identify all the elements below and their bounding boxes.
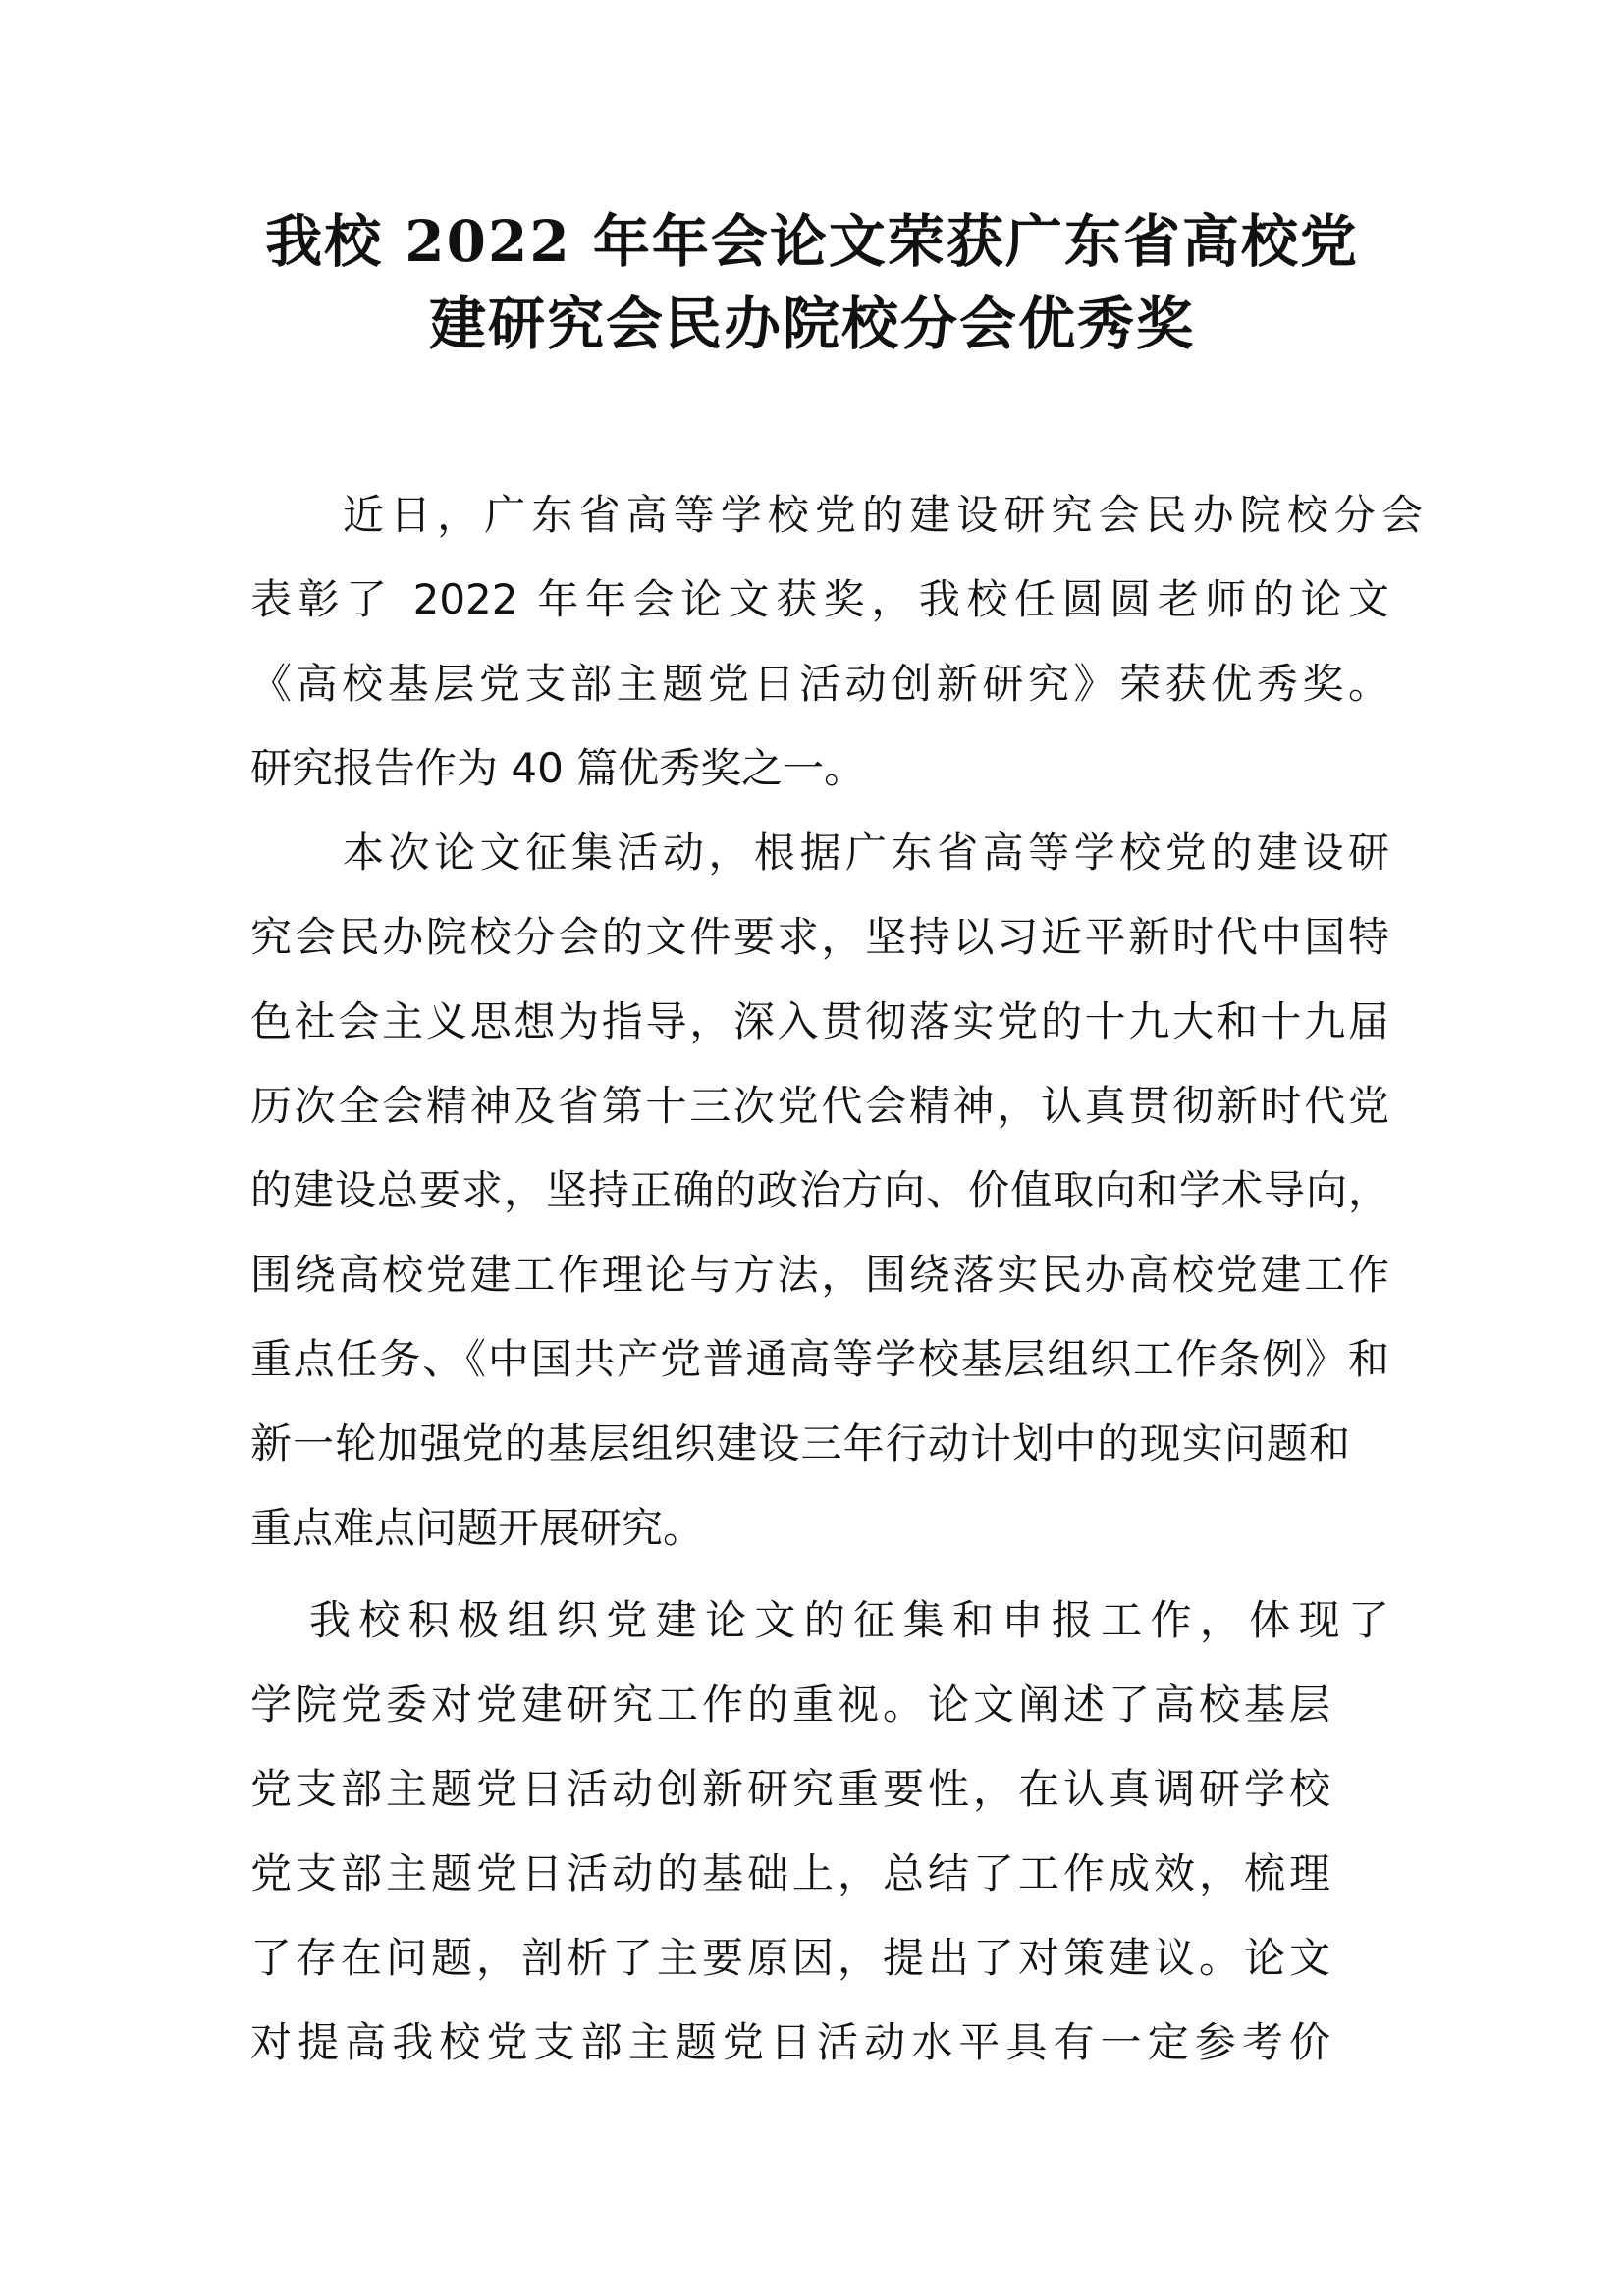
text-line: 围绕高校党建工作理论与方法，围绕落实民办高校党建工作 bbox=[250, 1251, 1389, 1299]
text-line: 表彰了 2022 年年会论文获奖，我校任圆圆老师的论文 bbox=[250, 575, 1389, 623]
text-line: 学院党委对党建研究工作的重视。论文阐述了高校基层 bbox=[250, 1681, 1330, 1729]
text-line: 色社会主义思想为指导，深入贯彻落实党的十九大和十九届 bbox=[250, 997, 1389, 1045]
text-line: 了存在问题，剖析了主要原因，提出了对策建议。论文 bbox=[250, 1934, 1330, 1982]
document-title bbox=[0, 200, 1624, 365]
text-line: 近日，广东省高等学校党的建设研究会民办院校分会 bbox=[343, 491, 1423, 539]
text-line: 党支部主题党日活动创新研究重要性，在认真调研学校 bbox=[250, 1765, 1330, 1813]
text-line: 重点任务、《中国共产党普通高等学校基层组织工作条例》和 bbox=[250, 1335, 1389, 1383]
title-line-1: 我校 2022 年年会论文荣获广东省高校党 bbox=[265, 208, 1359, 275]
text-line: 重点难点问题开展研究。 bbox=[250, 1504, 705, 1552]
text-line: 《高校基层党支部主题党日活动创新研究》荣获优秀奖。 bbox=[250, 660, 1389, 708]
paragraph-3 bbox=[250, 1578, 1389, 2085]
text-line: 研究报告作为 40 篇优秀奖之一。 bbox=[250, 744, 866, 792]
text-line: 究会民办院校分会的文件要求，坚持以习近平新时代中国特 bbox=[250, 913, 1389, 961]
text-line: 党支部主题党日活动的基础上，总结了工作成效，梳理 bbox=[250, 1849, 1330, 1897]
paragraph-2 bbox=[250, 811, 1389, 1571]
text-line: 新一轮加强党的基层组织建设三年行动计划中的现实问题和 bbox=[250, 1419, 1350, 1468]
paragraph-1 bbox=[250, 473, 1423, 811]
article-body bbox=[250, 473, 1423, 2085]
text-line: 我校积极组织党建论文的征集和申报工作，体现了 bbox=[309, 1596, 1389, 1644]
text-line: 历次全会精神及省第十三次党代会精神，认真贯彻新时代党 bbox=[250, 1082, 1389, 1130]
text-line: 本次论文征集活动，根据广东省高等学校党的建设研 bbox=[343, 828, 1389, 877]
title-line-2: 建研究会民办院校分会优秀奖 bbox=[428, 291, 1195, 357]
text-line: 对提高我校党支部主题党日活动水平具有一定参考价 bbox=[250, 2018, 1330, 2066]
text-line: 的建设总要求，坚持正确的政治方向、价值取向和学术导向， bbox=[250, 1166, 1389, 1214]
